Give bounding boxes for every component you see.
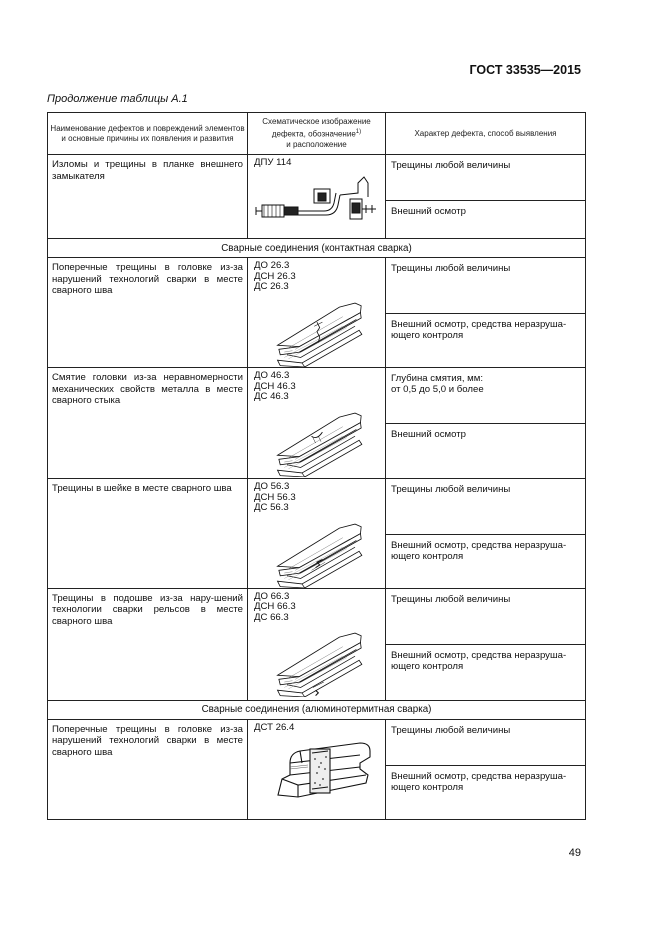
defect-severity: Трещины любой величины xyxy=(386,155,585,201)
column-header-character: Характер дефекта, способ выявления xyxy=(386,113,586,155)
defect-name: Трещины в шейке в месте сварного шва xyxy=(48,479,248,589)
detection-method: Внешний осмотр, средства неразруша-ющего контроля xyxy=(391,319,567,341)
section-title-text: Сварные соединения (контактная сварка) xyxy=(221,242,412,254)
defect-code: ДС 66.3 xyxy=(254,611,289,623)
detection-method: Внешний осмотр, средства неразруша-ющего контроля xyxy=(391,649,567,672)
switch-mechanism-icon xyxy=(254,173,380,231)
detection-method: Внешний осмотр xyxy=(391,429,466,440)
defect-character xyxy=(386,479,586,589)
defect-code: ДО 66.3 xyxy=(254,590,290,602)
defect-codes xyxy=(248,479,386,589)
defect-codes xyxy=(248,155,386,239)
defect-code: ДСН 66.3 xyxy=(254,601,296,612)
defect-severity: Трещины любой величины xyxy=(386,479,585,535)
section-title xyxy=(48,700,586,719)
defect-name: Трещины в подошве из-за нару-шений технологии сварки рельсов в месте сварного шва xyxy=(48,588,248,700)
defect-code: ДО 46.3 xyxy=(254,370,290,381)
crush-depth-range: от 0,5 до 5,0 и более xyxy=(391,384,484,395)
defect-name: Поперечные трещины в головке из-за нарушений технологий сварки в месте сварного шва xyxy=(48,719,248,819)
defect-code: ДС 46.3 xyxy=(254,391,289,402)
table-row xyxy=(48,368,586,479)
defects-table xyxy=(47,112,586,820)
defect-code: ДО 56.3 xyxy=(254,481,290,492)
table-row xyxy=(48,479,586,589)
section-header xyxy=(48,700,586,719)
rail-thermite-weld-icon xyxy=(268,739,378,805)
detection-method: Внешний осмотр xyxy=(391,206,466,217)
defect-name: Изломы и трещины в планке внешнего замыкателя xyxy=(48,155,248,239)
defect-code: ДСН 56.3 xyxy=(254,491,296,503)
column-header-diagram-text: Схематическое изображение дефекта, обозначение xyxy=(262,117,371,139)
column-header-diagram xyxy=(248,113,386,155)
defect-code: ДСН 46.3 xyxy=(254,380,296,392)
defect-code: ДС 56.3 xyxy=(254,502,289,513)
defect-code: ДС 26.3 xyxy=(254,281,289,292)
rail-weld-head-crack-icon xyxy=(254,299,384,367)
section-header xyxy=(48,239,586,258)
defect-severity: Трещины любой величины xyxy=(386,258,585,314)
column-header-diagram-suffix: и расположение xyxy=(286,139,347,149)
defect-character xyxy=(386,588,586,700)
footnote-marker: 1) xyxy=(355,129,362,136)
defect-character xyxy=(386,719,586,819)
rail-weld-web-crack-icon xyxy=(254,520,384,588)
table-continuation-label: Продолжение таблицы А.1 xyxy=(47,93,188,105)
table-row xyxy=(48,155,586,239)
rail-weld-crush-icon xyxy=(254,409,384,477)
defect-code: ДО 26.3 xyxy=(254,260,290,271)
table-header-row xyxy=(48,113,586,155)
defect-severity xyxy=(386,368,585,424)
defect-codes xyxy=(248,719,386,819)
crush-depth-label: Глубина смятия, мм: xyxy=(391,373,484,384)
defect-severity: Трещины любой величины xyxy=(386,589,585,645)
defect-name: Поперечные трещины в головке из-за нарушений технологий сварки в месте сварного шва xyxy=(48,258,248,368)
defect-name: Смятие головки из-за неравномерности механических свойств металла в месте сварного стыка xyxy=(48,368,248,479)
section-title-text: Сварные соединения (алюминотермитная сварка) xyxy=(201,704,432,715)
detection-method: Внешний осмотр, средства неразруша-ющего контроля xyxy=(391,540,567,562)
rail-weld-foot-crack-icon xyxy=(254,629,384,697)
table-row xyxy=(48,258,586,368)
standard-code: ГОСТ 33535—2015 xyxy=(469,63,581,77)
table-row xyxy=(48,588,586,700)
defect-code: ДПУ 114 xyxy=(254,157,292,168)
defect-codes xyxy=(248,588,386,700)
defect-code: ДСТ 26.4 xyxy=(254,721,295,733)
column-header-name: Наименование дефектов и повреждений элементов и основные причины их появления и развития xyxy=(48,113,248,155)
defect-character xyxy=(386,155,586,239)
page-number: 49 xyxy=(568,847,581,859)
detection-method: Внешний осмотр, средства неразруша-ющего контроля xyxy=(391,770,567,793)
defect-character xyxy=(386,258,586,368)
defect-codes xyxy=(248,368,386,479)
defect-severity: Трещины любой величины xyxy=(386,720,585,766)
table-row xyxy=(48,719,586,819)
defect-character xyxy=(386,368,586,479)
defect-code: ДСН 26.3 xyxy=(254,270,296,282)
section-title xyxy=(48,239,586,258)
defect-codes xyxy=(248,258,386,368)
